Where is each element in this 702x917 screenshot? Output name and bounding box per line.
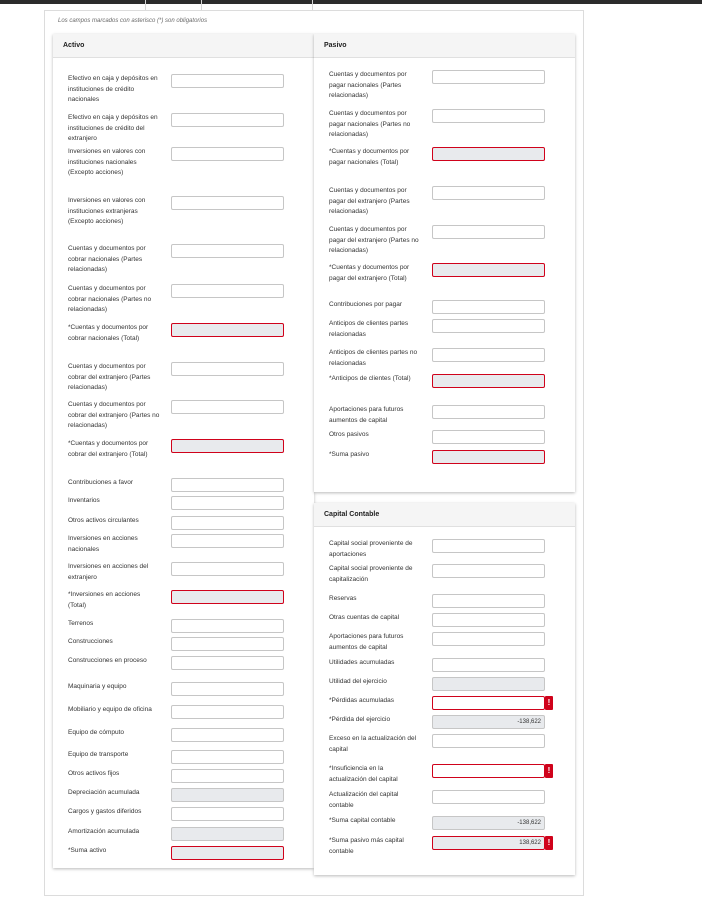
capital-field-input[interactable] xyxy=(432,539,545,553)
capital-field-label: Capital social proveniente de aportaciones xyxy=(329,540,413,558)
capital-field-input[interactable] xyxy=(432,594,545,608)
tab-strip xyxy=(145,0,313,10)
activo-field-label: Otros activos circulantes xyxy=(68,517,139,524)
activo-field-label: Efectivo en caja y depósitos en instituciones de crédito del extranjero xyxy=(68,114,158,142)
pasivo-field-input xyxy=(432,147,545,161)
capital-card xyxy=(314,503,575,875)
activo-field-input xyxy=(171,439,284,453)
activo-field-input[interactable] xyxy=(171,534,284,548)
capital-field-label: *Suma capital contable xyxy=(329,817,396,824)
capital-field-input[interactable] xyxy=(432,764,545,778)
pasivo-field-input[interactable] xyxy=(432,109,545,123)
activo-field-label: Inventarios xyxy=(68,497,100,504)
pasivo-title: Pasivo xyxy=(324,42,347,49)
pasivo-field-input xyxy=(432,263,545,277)
activo-field-input[interactable] xyxy=(171,682,284,696)
error-alert-icon[interactable]: ! xyxy=(545,836,553,850)
pasivo-field-label: Cuentas y documentos por pagar nacionales (Partes no relacionadas) xyxy=(329,110,411,138)
capital-field-input: -138,622 xyxy=(432,715,545,729)
activo-field-input[interactable] xyxy=(171,562,284,576)
pasivo-field-input xyxy=(432,374,545,388)
activo-title: Activo xyxy=(63,42,85,49)
pasivo-field-label: Aportaciones para futuros aumentos de capital xyxy=(329,406,404,424)
activo-header xyxy=(53,34,314,58)
activo-field-label: Efectivo en caja y depósitos en instituciones de crédito nacionales xyxy=(68,75,158,103)
pasivo-field-input[interactable] xyxy=(432,430,545,444)
activo-field-input[interactable] xyxy=(171,284,284,298)
activo-field-label: Cuentas y documentos por cobrar nacionales (Partes no relacionadas) xyxy=(68,285,152,313)
pasivo-field-label: Otros pasivos xyxy=(329,431,369,438)
capital-field-label: *Suma pasivo más capital contable xyxy=(329,837,404,855)
activo-field-input[interactable] xyxy=(171,400,284,414)
activo-field-input xyxy=(171,846,284,860)
capital-field-input: -138,622 xyxy=(432,816,545,830)
activo-field-input[interactable] xyxy=(171,750,284,764)
activo-field-input[interactable] xyxy=(171,705,284,719)
pasivo-header xyxy=(314,34,575,58)
capital-field-input[interactable] xyxy=(432,658,545,672)
capital-field-label: Aportaciones para futuros aumentos de capital xyxy=(329,633,404,651)
activo-field-label: Construcciones en proceso xyxy=(68,657,147,664)
error-alert-icon[interactable]: ! xyxy=(545,696,553,710)
capital-field-input[interactable] xyxy=(432,790,545,804)
pasivo-field-label: *Anticipos de clientes (Total) xyxy=(329,375,411,382)
capital-field-input xyxy=(432,677,545,691)
activo-field-input xyxy=(171,590,284,604)
capital-field-input[interactable] xyxy=(432,613,545,627)
capital-field-label: Otras cuentas de capital xyxy=(329,614,400,621)
capital-field-label: Reservas xyxy=(329,595,357,602)
activo-field-label: *Inversiones en acciones (Total) xyxy=(68,591,141,609)
activo-field-label: Otros activos fijos xyxy=(68,770,120,777)
capital-field-label: Capital social proveniente de capitalización xyxy=(329,565,413,583)
activo-field-input[interactable] xyxy=(171,244,284,258)
activo-field-label: Cuentas y documentos por cobrar del extranjero (Partes no relacionadas) xyxy=(68,401,160,429)
pasivo-field-input[interactable] xyxy=(432,405,545,419)
pasivo-field-input[interactable] xyxy=(432,70,545,84)
activo-field-label: Inversiones en valores con instituciones nacionales (Excepto acciones) xyxy=(68,148,146,176)
activo-field-input[interactable] xyxy=(171,196,284,210)
capital-title: Capital Contable xyxy=(324,511,380,518)
activo-field-label: Equipo de transporte xyxy=(68,751,129,758)
pasivo-card xyxy=(314,34,575,492)
activo-field-input[interactable] xyxy=(171,728,284,742)
activo-field-label: *Cuentas y documentos por cobrar del extranjero (Total) xyxy=(68,440,149,458)
pasivo-field-input[interactable] xyxy=(432,300,545,314)
activo-field-label: Terrenos xyxy=(68,620,94,627)
activo-card xyxy=(53,34,314,868)
capital-field-input[interactable] xyxy=(432,734,545,748)
capital-field-label: *Insuficiencia en la actualización del capital xyxy=(329,765,398,783)
capital-field-label: Utilidad del ejercicio xyxy=(329,678,387,685)
capital-field-label: Actualización del capital contable xyxy=(329,791,399,809)
capital-field-input[interactable] xyxy=(432,632,545,646)
pasivo-field-label: Cuentas y documentos por pagar del extranjero (Partes no relacionadas) xyxy=(329,226,419,254)
capital-field-input: 138,622 xyxy=(432,836,545,850)
activo-field-input[interactable] xyxy=(171,516,284,530)
activo-field-label: Inversiones en acciones del extranjero xyxy=(68,563,149,581)
pasivo-field-label: *Suma pasivo xyxy=(329,451,370,458)
capital-field-label: Utilidades acumuladas xyxy=(329,659,395,666)
activo-field-label: Equipo de cómputo xyxy=(68,729,125,736)
activo-field-input xyxy=(171,323,284,337)
activo-field-input[interactable] xyxy=(171,362,284,376)
capital-field-input[interactable] xyxy=(432,696,545,710)
activo-field-input[interactable] xyxy=(171,619,284,633)
activo-field-label: Depreciación acumulada xyxy=(68,789,140,796)
activo-field-input[interactable] xyxy=(171,478,284,492)
activo-field-input xyxy=(171,788,284,802)
pasivo-field-label: Cuentas y documentos por pagar del extranjero (Partes relacionadas) xyxy=(329,187,410,215)
pasivo-field-label: *Cuentas y documentos por pagar nacionales (Total) xyxy=(329,148,410,166)
activo-field-label: *Cuentas y documentos por cobrar nacionales (Total) xyxy=(68,324,149,342)
activo-field-input[interactable] xyxy=(171,807,284,821)
capital-field-label: *Pérdida del ejercicio xyxy=(329,716,391,723)
activo-field-input[interactable] xyxy=(171,656,284,670)
activo-field-label: Maquinaria y equipo xyxy=(68,683,127,690)
pasivo-field-input[interactable] xyxy=(432,225,545,239)
pasivo-field-input[interactable] xyxy=(432,186,545,200)
capital-field-input[interactable] xyxy=(432,564,545,578)
pasivo-field-input xyxy=(432,450,545,464)
activo-field-label: Construcciones xyxy=(68,638,113,645)
top-bar xyxy=(0,0,702,4)
pasivo-field-label: Contribuciones por pagar xyxy=(329,301,402,308)
activo-field-input[interactable] xyxy=(171,637,284,651)
activo-field-input[interactable] xyxy=(171,769,284,783)
activo-field-input xyxy=(171,827,284,841)
tab-divider xyxy=(201,0,202,10)
activo-field-label: Amortización acumulada xyxy=(68,828,140,835)
activo-field-input[interactable] xyxy=(171,113,284,127)
activo-field-label: Contribuciones a favor xyxy=(68,479,134,486)
pasivo-field-label: Anticipos de clientes partes relacionadas xyxy=(329,320,409,338)
capital-header xyxy=(314,503,575,527)
pasivo-field-input[interactable] xyxy=(432,319,545,333)
pasivo-field-label: Anticipos de clientes partes no relacionadas xyxy=(329,349,418,367)
required-fields-note: Los campos marcados con asterisco (*) son obligatorios xyxy=(58,18,208,24)
error-alert-icon[interactable]: ! xyxy=(545,764,553,778)
capital-field-label: *Pérdidas acumuladas xyxy=(329,697,395,704)
pasivo-field-label: Cuentas y documentos por pagar nacionales (Partes relacionadas) xyxy=(329,71,407,99)
activo-field-label: *Suma activo xyxy=(68,847,107,854)
activo-field-label: Inversiones en valores con instituciones extranjeras (Excepto acciones) xyxy=(68,197,146,225)
activo-field-input[interactable] xyxy=(171,74,284,88)
activo-field-label: Cargos y gastos diferidos xyxy=(68,808,142,815)
activo-field-label: Cuentas y documentos por cobrar nacionales (Partes relacionadas) xyxy=(68,245,146,273)
pasivo-field-input[interactable] xyxy=(432,348,545,362)
activo-field-label: Cuentas y documentos por cobrar del extranjero (Partes relacionadas) xyxy=(68,363,151,391)
activo-field-label: Mobiliario y equipo de oficina xyxy=(68,706,152,713)
capital-field-label: Exceso en la actualización del capital xyxy=(329,735,417,753)
activo-field-input[interactable] xyxy=(171,496,284,510)
pasivo-field-label: *Cuentas y documentos por pagar del extranjero (Total) xyxy=(329,264,410,282)
activo-field-label: Inversiones en acciones nacionales xyxy=(68,535,138,553)
activo-field-input[interactable] xyxy=(171,147,284,161)
